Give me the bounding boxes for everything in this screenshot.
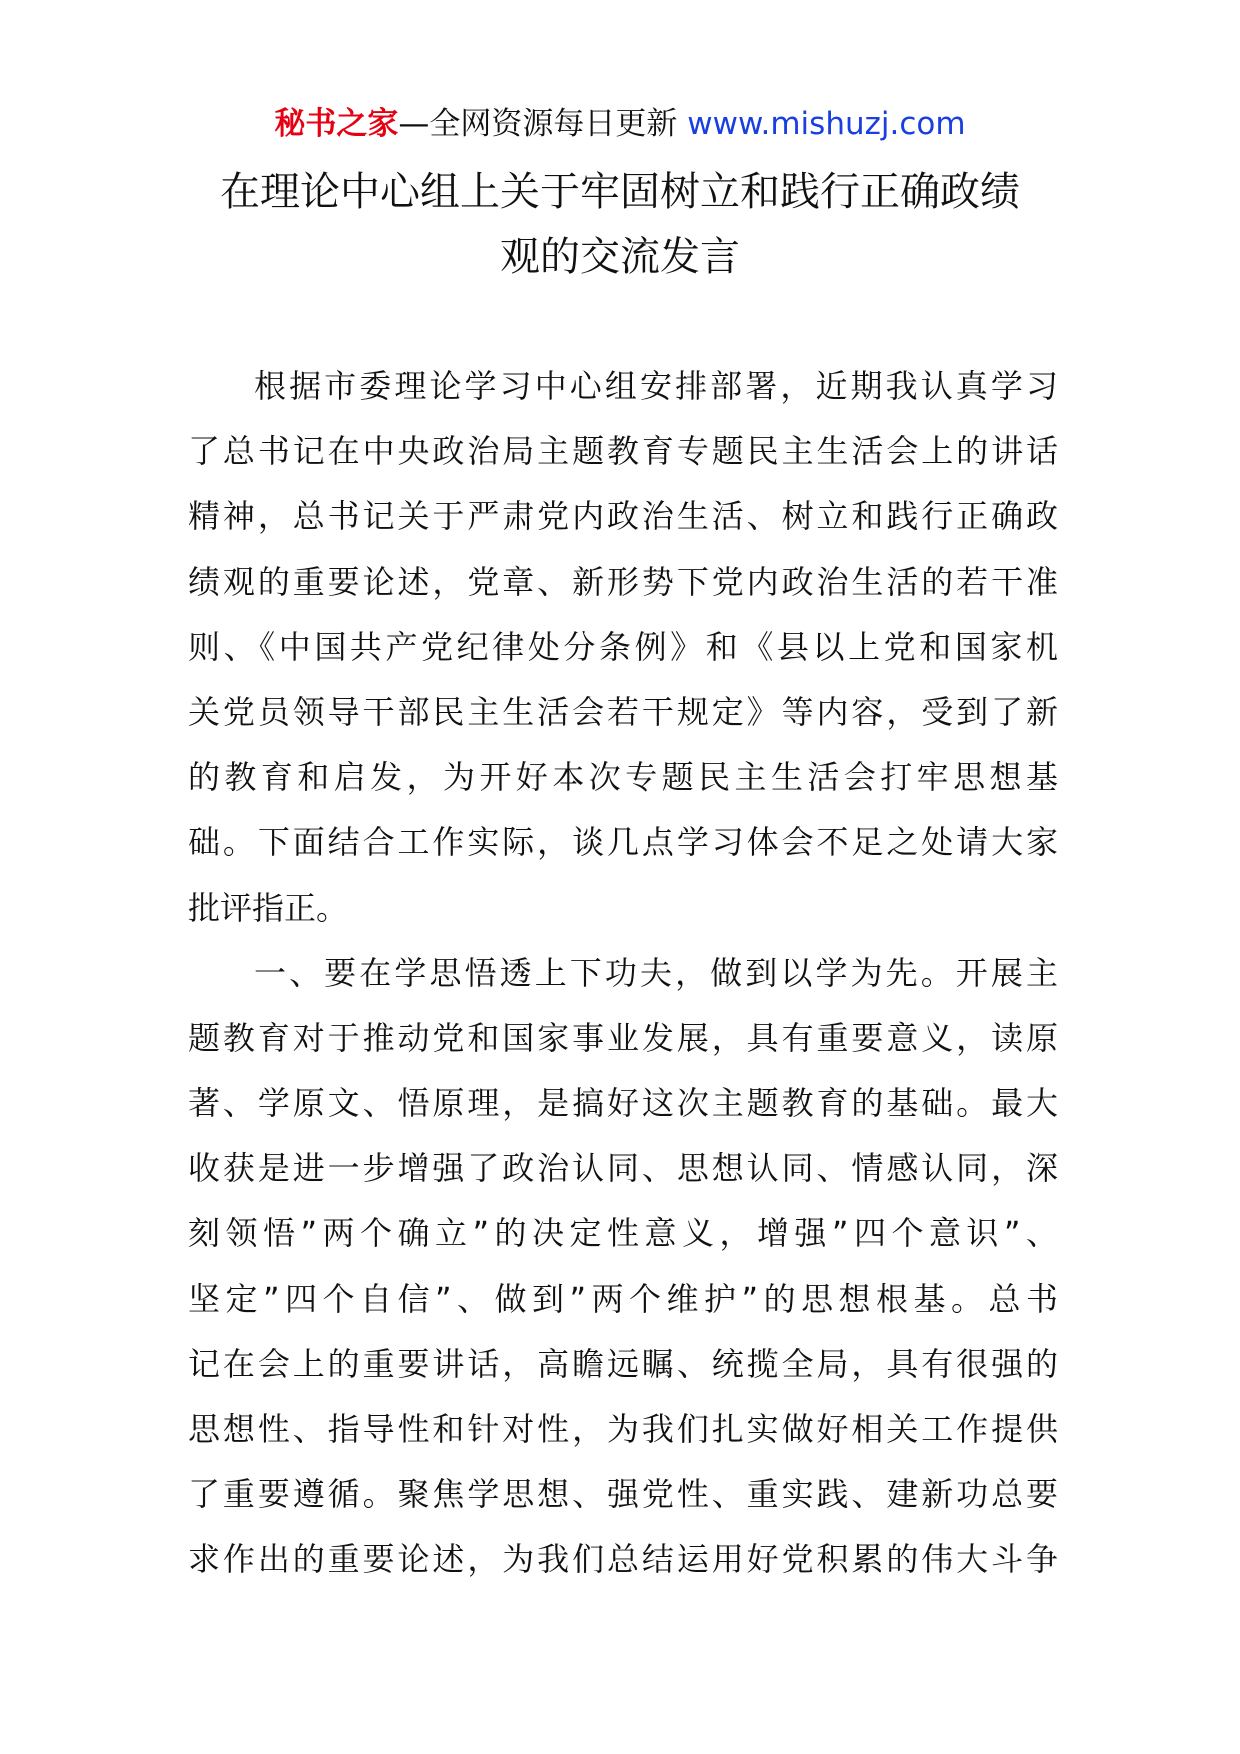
site-name: 秘书之家 bbox=[274, 106, 399, 142]
body-line: 了总书记在中央政治局主题教育专题民主生活会上的讲话 bbox=[188, 432, 1058, 471]
body-line: 关党员领导干部民主生活会若干规定》等内容，受到了新 bbox=[188, 692, 1058, 731]
body-line: 刻领悟”两个确立”的决定性意义，增强”四个意识”、 bbox=[188, 1214, 1058, 1253]
body-line: 题教育对于推动党和国家事业发展，具有重要意义，读原 bbox=[188, 1018, 1058, 1057]
body-line: 思想性、指导性和针对性，为我们扎实做好相关工作提供 bbox=[188, 1410, 1058, 1448]
body-line: 记在会上的重要讲话，高瞻远瞩、统揽全局，具有很强的 bbox=[188, 1344, 1058, 1383]
body-line: 绩观的重要论述，党章、新形势下党内政治生活的若干准 bbox=[188, 562, 1058, 601]
body-line: 则、《中国共产党纪律处分条例》和《县以上党和国家机 bbox=[188, 627, 1058, 666]
body-line: 一、要在学思悟透上下功夫，做到以学为先。开展主 bbox=[254, 953, 1058, 992]
body-line: 精神，总书记关于严肃党内政治生活、树立和践行正确政 bbox=[188, 497, 1058, 536]
title-line: 在理论中心组上关于牢固树立和践行正确政绩 bbox=[220, 169, 1020, 215]
body-line: 著、学原文、悟原理，是搞好这次主题教育的基础。最大 bbox=[188, 1084, 1058, 1123]
site-tagline: —全网资源每日更新 bbox=[398, 106, 688, 142]
body-line: 根据市委理论学习中心组安排部署，近期我认真学习 bbox=[254, 367, 1058, 405]
body-line: 的教育和启发，为开好本次专题民主生活会打牢思想基 bbox=[188, 758, 1058, 797]
body-line: 坚定”四个自信”、做到”两个维护”的思想根基。总书 bbox=[188, 1279, 1058, 1318]
document-body bbox=[188, 354, 1058, 1593]
title-line: 观的交流发言 bbox=[500, 234, 740, 280]
body-line: 收获是进一步增强了政治认同、思想认同、情感认同，深 bbox=[188, 1149, 1058, 1188]
site-url[interactable]: www.mishuzj.com bbox=[687, 106, 966, 142]
document-title bbox=[150, 160, 1090, 290]
body-line: 求作出的重要论述，为我们总结运用好党积累的伟大斗争 bbox=[188, 1540, 1058, 1579]
body-line: 础。下面结合工作实际，谈几点学习体会不足之处请大家 bbox=[188, 823, 1058, 862]
site-header bbox=[0, 100, 1240, 148]
body-line: 批评指正。 bbox=[188, 888, 349, 927]
body-line: 了重要遵循。聚焦学思想、强党性、重实践、建新功总要 bbox=[188, 1475, 1058, 1514]
